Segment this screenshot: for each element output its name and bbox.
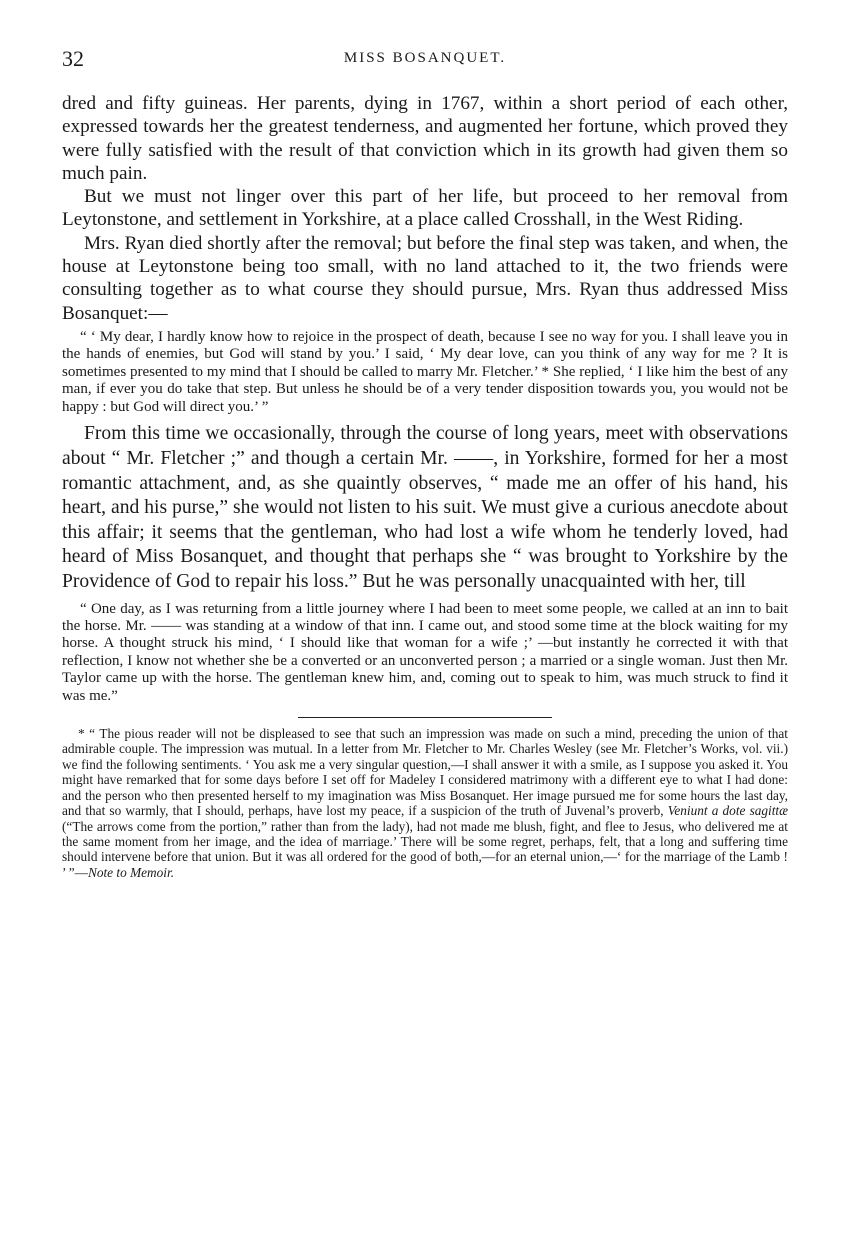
footnote-text-b: (“The arrows come from the portion,” rather than from the lady), had not made me blush, fight, and flee to Jesus, who delivered me at the same moment from her image, and the idea of marriage.’ There will be some regret, perhaps, felt, that a long and suffering time should intervene before that union. But it was all ordered for the good of both,—for an eternal union,—‘ for the marriage of the Lamb ! ’ ”— bbox=[62, 818, 788, 880]
page-header bbox=[62, 46, 788, 72]
quote-mrs-ryan: “ ‘ My dear, I hardly know how to rejoice in the prospect of death, because I see no way for you. I shall leave you in the hands of enemies, but God will stand by you.’ I said, ‘ My dear love, can you think of any way for me ? It is sometimes presented to my mind that I should be called to marry Mr. Fletcher.’ * She replied, ‘ I like him the best of any man, if ever you do take that step. But unless he should be of a very tender disposition towards you, you would not be happy : but God will direct you.’ ” bbox=[62, 328, 788, 415]
footnote-source: Note to Memoir. bbox=[87, 864, 175, 880]
quote-inn-anecdote: “ One day, as I was returning from a little journey where I had been to meet some people, we called at an inn to bait the horse. Mr. —— was standing at a window of that inn. I came out, and stood some time at the block waiting for my horse. A thought struck his mind, ‘ I should like that woman for a wife ;’ —but instantly he corrected it with that reflection, I know not whether she be a converted or an unconverted person ; a married or a single woman. Just then Mr. Taylor came up with the horse. The gentleman knew him, and, coming out to speak to him, was much struck to find it was me.” bbox=[62, 600, 788, 704]
footnote bbox=[62, 726, 788, 880]
page-number: 32 bbox=[62, 46, 84, 71]
page-body bbox=[62, 92, 788, 880]
footnote-latin-proverb: Veniunt a dote sagittæ bbox=[667, 803, 788, 819]
running-title: MISS BOSANQUET. bbox=[343, 50, 507, 66]
paragraph-removal: But we must not linger over this part of her life, but proceed to her removal from Leytonstone, and settlement in Yorkshire, at a place called Crosshall, in the West Riding. bbox=[62, 186, 788, 231]
paragraph-mr-fletcher: From this time we occasionally, through the course of long years, meet with observations about “ Mr. Fletcher ;” and though a certain Mr. ——, in Yorkshire, formed for her a most romantic attachment, and, as she quaintly observes, “ made me an offer of his hand, his heart, and his purse,” she would not listen to his suit. We must give a curious anecdote about this affair; it seems that the gentleman, who had lost a wife whom he tenderly loved, had heard of Miss Bosanquet, and thought that perhaps she “ was brought to Yorkshire by the Providence of God to repair his loss.” But he was personally unacquainted with her, till bbox=[62, 423, 788, 593]
paragraph-mrs-ryan: Mrs. Ryan died shortly after the removal; but before the final step was taken, and when, the house at Leytonstone being too small, with no land attached to it, the two friends were consulting together as to what course they should pursue, Mrs. Ryan thus addressed Miss Bosanquet:— bbox=[62, 232, 788, 324]
footnote-divider bbox=[298, 717, 552, 718]
paragraph-continuation: dred and fifty guineas. Her parents, dying in 1767, within a short period of each other, expressed towards her the greatest tenderness, and augmented her fortune, which proved they were fully satisfied with the result of that conviction which in its growth had given them so much pain. bbox=[62, 93, 788, 184]
footnote-text-a: * “ The pious reader will not be displeased to see that such an impression was made on such a mind, preceding the union of that admirable couple. The impression was mutual. In a letter from Mr. Fletcher to Mr. Charles Wesley (see Mr. Fletcher’s Works, vol. vii.) we find the following sentiments. ‘ You ask me a very singular question,—I shall answer it with a smile, as I suppose you asked it. You might have remarked that for some days before I set off for Madeley I considered matrimony with a different eye to what I had done: and the person who then presented herself to my imagination was Miss Bosanquet. Her image pursued me for some hours the last day, and that so warmly, that I should, perhaps, have lost my peace, if a suspicion of the truth of Juvenal’s proverb, bbox=[62, 726, 788, 819]
